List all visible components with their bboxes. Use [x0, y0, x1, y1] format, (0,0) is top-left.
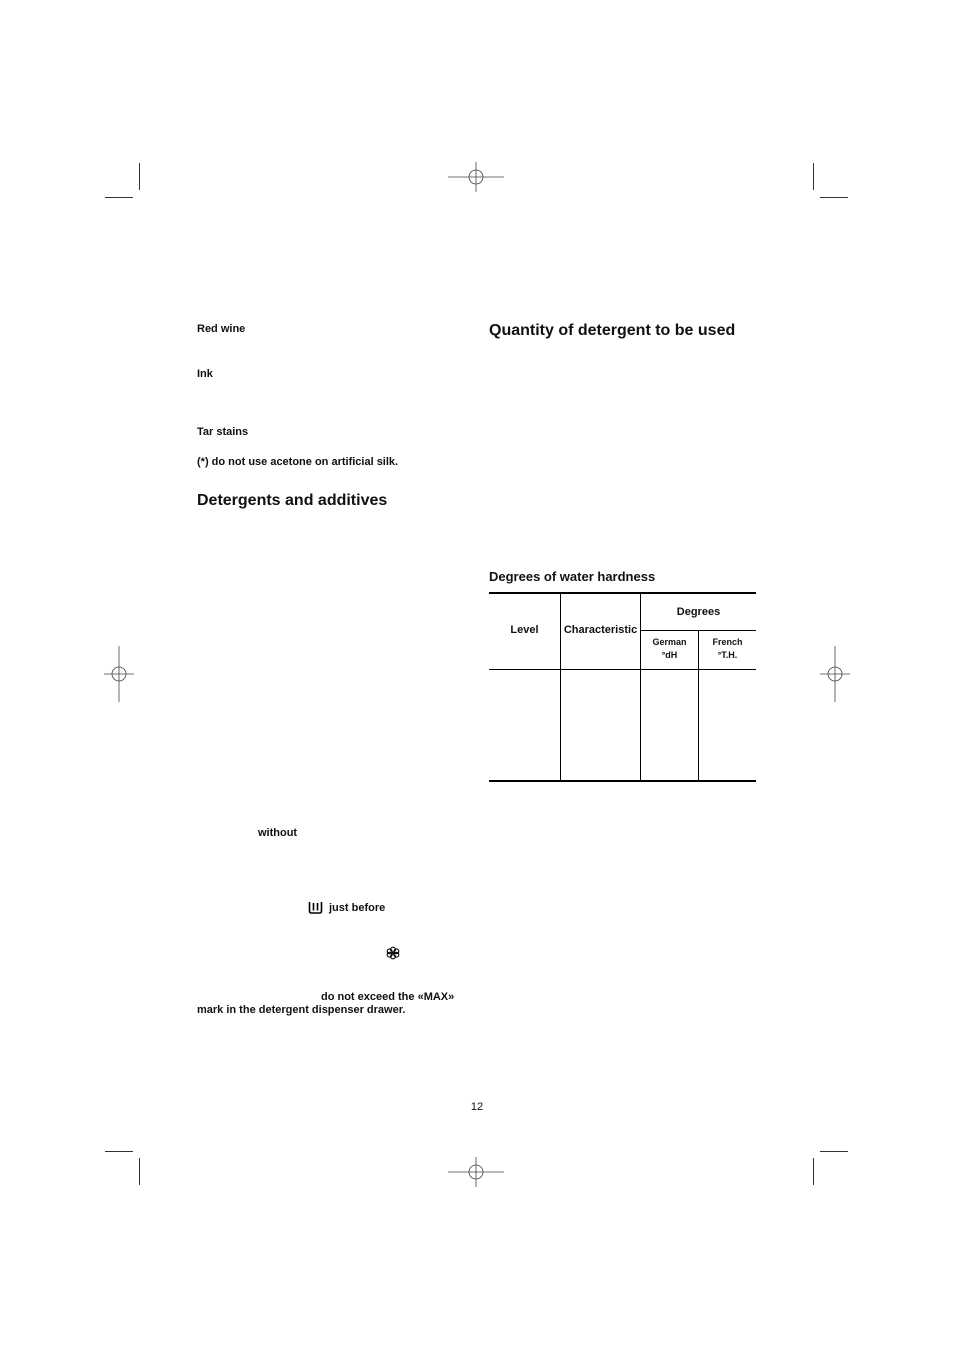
quantity-heading: Quantity of detergent to be used	[489, 322, 736, 339]
col-header-french-unit: °T.H.	[717, 650, 738, 660]
ink-label: Ink	[197, 368, 213, 380]
col-header-french: French	[712, 637, 743, 647]
crop-mark	[105, 1151, 133, 1152]
without-text: without	[258, 827, 298, 839]
registration-mark-left	[104, 646, 134, 702]
crop-mark	[820, 1151, 848, 1152]
softener-flower-icon	[386, 946, 400, 960]
col-header-german-unit: °dH	[661, 650, 678, 660]
table-rule-header	[489, 669, 756, 670]
col-header-characteristic: Characteristic	[563, 624, 638, 636]
crop-mark	[813, 1158, 814, 1185]
table-rule-top	[489, 592, 756, 594]
detergents-heading: Detergents and additives	[197, 492, 388, 509]
registration-mark-top	[448, 162, 504, 192]
crop-mark	[813, 163, 814, 190]
crop-mark	[139, 163, 140, 190]
hardness-heading: Degrees of water hardness	[489, 569, 656, 584]
page-number: 12	[470, 1101, 484, 1113]
registration-mark-bottom	[448, 1157, 504, 1187]
acetone-note: (*) do not use acetone on artificial silk.	[197, 456, 399, 468]
table-col-divider	[640, 593, 641, 781]
just-before-text: just before	[329, 902, 386, 914]
crop-mark	[105, 197, 133, 198]
col-header-degrees: Degrees	[676, 606, 721, 618]
crop-mark	[139, 1158, 140, 1185]
col-header-level: Level	[510, 624, 539, 636]
tar-stains-label: Tar stains	[197, 426, 249, 438]
max-warning-line1: do not exceed the «MAX»	[321, 991, 455, 1003]
col-header-german: German	[652, 637, 687, 647]
registration-mark-right	[820, 646, 850, 702]
max-warning-line2: mark in the detergent dispenser drawer.	[197, 1004, 406, 1016]
red-wine-label: Red wine	[197, 323, 246, 335]
crop-mark	[820, 197, 848, 198]
prewash-compartment-icon	[308, 901, 323, 914]
table-col-divider	[560, 593, 561, 781]
table-rule-bottom	[489, 780, 756, 782]
